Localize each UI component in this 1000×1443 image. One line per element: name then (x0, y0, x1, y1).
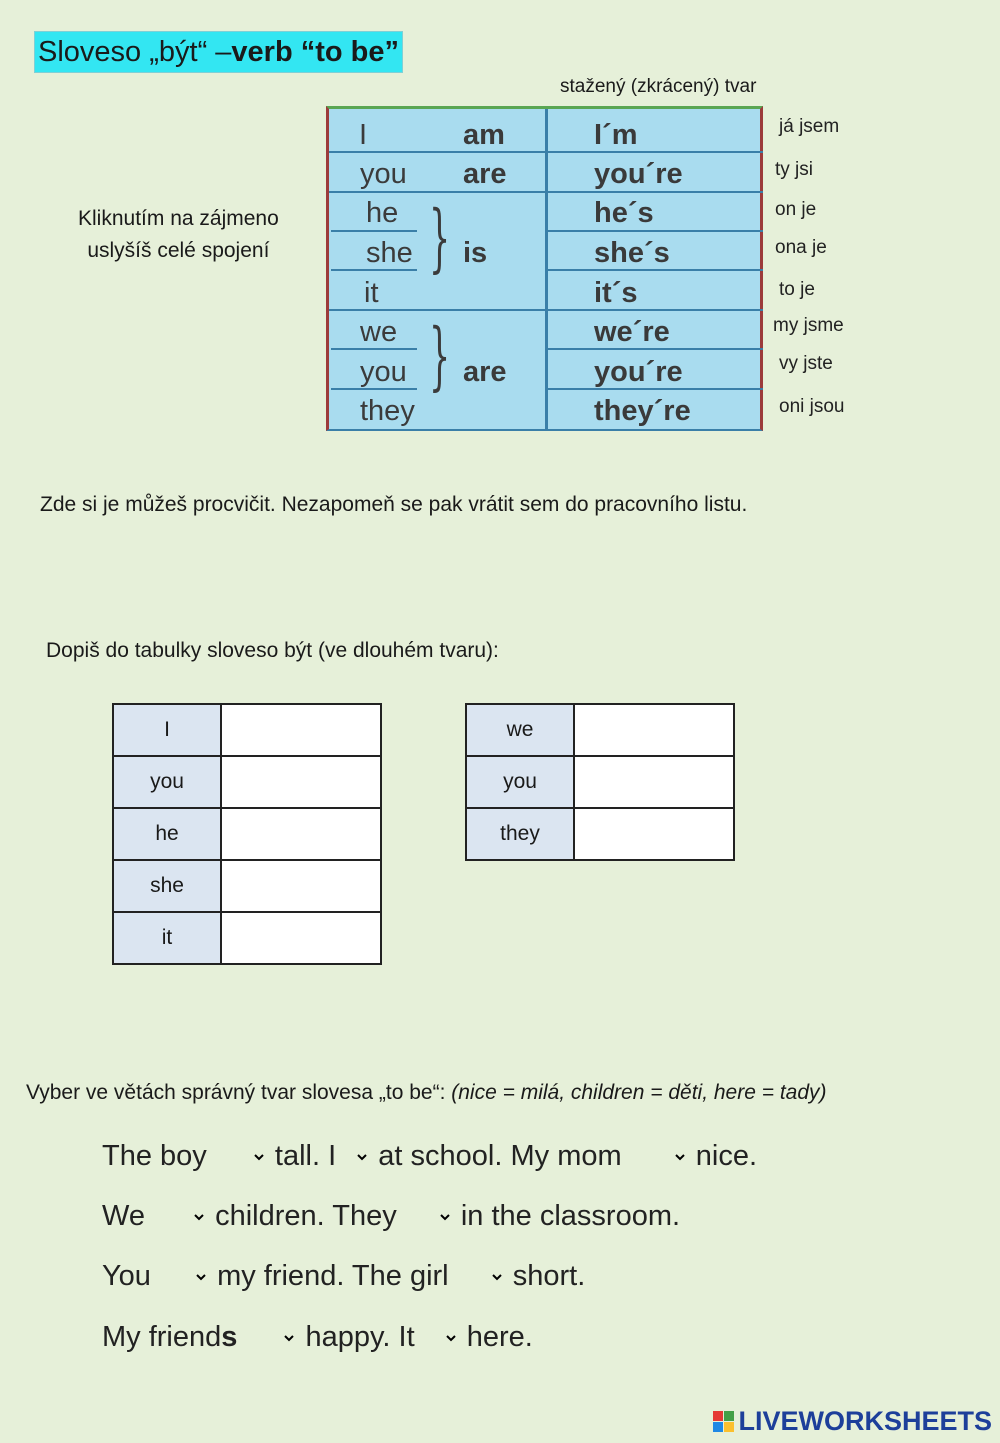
grammar-row-line (548, 348, 763, 350)
answer-input-you-plural[interactable] (575, 757, 733, 807)
answer-select-you[interactable] (159, 1260, 209, 1294)
answer-input-they[interactable] (575, 809, 733, 859)
table-row (113, 756, 381, 808)
grammar-table (326, 106, 763, 431)
gloss-ja-jsem: já jsem (779, 116, 840, 137)
short-form-youre-plural: you´re (594, 356, 683, 388)
short-form-were: we´re (594, 316, 670, 348)
gloss-my-jsme: my jsme (773, 315, 844, 336)
practice-link[interactable]: Zde si je můžeš procvičit. Nezapomeň se pak vrátit sem do pracovního listu. (40, 493, 748, 516)
pronoun-cell: I (113, 704, 221, 756)
pronoun-cell: it (113, 912, 221, 964)
short-form-youre: you´re (594, 158, 683, 190)
grammar-row-line (331, 230, 417, 232)
short-form-theyre: they´re (594, 395, 691, 427)
sentence-text: nice. (695, 1140, 758, 1172)
sentence-text: in the classroom. (460, 1200, 681, 1232)
pronoun-cell: they (466, 808, 574, 860)
table-row (113, 704, 381, 756)
sentence-text: You (102, 1260, 151, 1292)
sentence-text: happy. It (305, 1321, 415, 1353)
pronoun-we[interactable]: we (360, 316, 398, 348)
sentence-text: my friend. The girl (217, 1260, 449, 1292)
answer-select-we[interactable] (153, 1200, 207, 1234)
fill-table-singular (112, 703, 382, 965)
grammar-row-line (331, 269, 417, 271)
fill-instruction: Dopiš do tabulky sloveso být (ve dlouhém tvaru): (46, 639, 499, 662)
answer-input-she[interactable] (222, 861, 380, 911)
pronoun-cell: he (113, 808, 221, 860)
sentence-text: The boy (102, 1140, 207, 1172)
sentence-text: at school. My mom (378, 1140, 622, 1172)
page-title (34, 31, 403, 73)
answer-select-i[interactable] (344, 1140, 370, 1174)
sentence-line-4 (102, 1321, 533, 1355)
click-hint-line1: Kliknutím na zájmeno (78, 207, 279, 230)
choose-instruction (26, 1081, 827, 1105)
pronoun-she[interactable]: she (366, 237, 413, 269)
grammar-row-line (548, 230, 763, 232)
verb-are-plural: are (463, 356, 507, 388)
sentence-text: children. They (215, 1200, 397, 1232)
choose-instruction-hint: (nice = milá, children = děti, here = tady) (451, 1081, 827, 1104)
table-row (113, 808, 381, 860)
gloss-ona-je: ona je (775, 237, 827, 258)
pronoun-cell: we (466, 704, 574, 756)
grammar-row-line (329, 151, 763, 153)
fill-table-plural (465, 703, 735, 861)
answer-select-they[interactable] (405, 1200, 453, 1234)
grammar-row-line (331, 348, 417, 350)
grammar-row-line (329, 191, 763, 193)
pronoun-cell: she (113, 860, 221, 912)
answer-input-it[interactable] (222, 913, 380, 963)
pronoun-they[interactable]: they (360, 395, 415, 427)
answer-select-mom[interactable] (630, 1140, 688, 1174)
sentence-line-3 (102, 1260, 585, 1294)
answer-select-friends[interactable] (245, 1321, 297, 1355)
sentence-text: short. (512, 1260, 586, 1292)
logo-cubes-icon (713, 1411, 734, 1432)
verb-is: is (463, 237, 488, 269)
contracted-label: stažený (zkrácený) tvar (560, 76, 757, 97)
sentence-line-1 (102, 1140, 757, 1174)
logo-text: LIVEWORKSHEETS (738, 1406, 992, 1436)
gloss-vy-jste: vy jste (779, 353, 833, 374)
gloss-oni-jsou: oni jsou (779, 396, 845, 417)
sentence-text: My friend (102, 1321, 222, 1353)
short-form-its: it´s (594, 277, 638, 309)
grammar-row-line (329, 309, 763, 311)
sentence-text: s (221, 1321, 238, 1353)
gloss-ty-jsi: ty jsi (775, 159, 813, 180)
sentence-text: We (102, 1200, 145, 1232)
click-hint (78, 203, 279, 267)
pronoun-cell: you (466, 756, 574, 808)
answer-select-girl[interactable] (457, 1260, 505, 1294)
answer-select-it[interactable] (423, 1321, 459, 1355)
sentence-text: here. (466, 1321, 533, 1353)
sentence-line-2 (102, 1200, 680, 1234)
brace-are: } (429, 313, 451, 399)
pronoun-cell: you (113, 756, 221, 808)
title-part2: verb “to be” (231, 35, 400, 68)
title-part1: Sloveso „být“ – (38, 35, 232, 68)
gloss-to-je: to je (779, 279, 815, 300)
liveworksheets-logo (713, 1406, 992, 1437)
table-row (466, 704, 734, 756)
pronoun-i[interactable]: I (359, 119, 368, 151)
short-form-im: I´m (594, 119, 638, 151)
table-row (466, 808, 734, 860)
pronoun-you[interactable]: you (360, 158, 407, 190)
choose-instruction-main: Vyber ve větách správný tvar slovesa „to be“: (26, 1081, 452, 1104)
answer-input-we[interactable] (575, 705, 733, 755)
table-row (113, 912, 381, 964)
grammar-row-line (548, 269, 763, 271)
answer-input-i[interactable] (222, 705, 380, 755)
grammar-row-line (331, 388, 417, 390)
pronoun-it[interactable]: it (364, 277, 379, 309)
short-form-shes: she´s (594, 237, 670, 269)
answer-select-boy[interactable] (215, 1140, 267, 1174)
short-form-hes: he´s (594, 197, 654, 229)
click-hint-line2: uslyšíš celé spojení (87, 239, 270, 262)
pronoun-you-plural[interactable]: you (360, 356, 407, 388)
sentence-text: tall. I (274, 1140, 337, 1172)
grammar-row-line (548, 388, 763, 390)
verb-are: are (463, 158, 507, 190)
verb-am: am (463, 119, 505, 151)
answer-input-he[interactable] (222, 809, 380, 859)
answer-input-you[interactable] (222, 757, 380, 807)
table-row (113, 860, 381, 912)
pronoun-he[interactable]: he (366, 197, 399, 229)
gloss-on-je: on je (775, 199, 817, 220)
table-row (466, 756, 734, 808)
brace-is: } (429, 195, 451, 281)
